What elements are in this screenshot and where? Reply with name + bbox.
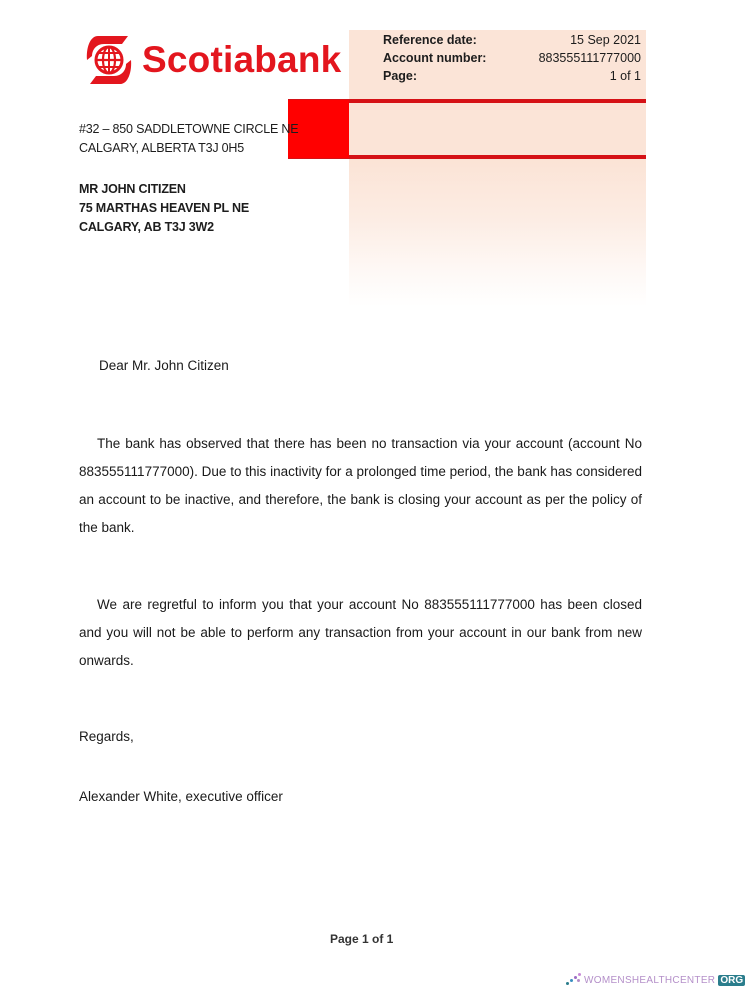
paragraph-2	[79, 591, 642, 675]
greeting: Dear Mr. John Citizen	[99, 358, 229, 373]
account-number-label: Account number:	[383, 51, 487, 65]
sender-address-line1: #32 – 850 SADDLETOWNE CIRCLE NE	[79, 122, 299, 136]
page-label: Page:	[383, 69, 418, 83]
reference-date-label: Reference date:	[383, 33, 477, 47]
page-row	[383, 67, 641, 85]
signature: Alexander White, executive officer	[79, 789, 283, 804]
scotiabank-s-globe-icon	[84, 34, 134, 86]
reference-info	[383, 31, 641, 85]
recipient-address-line2: CALGARY, AB T3J 3W2	[79, 220, 214, 234]
recipient-address-line1: 75 MARTHAS HEAVEN PL NE	[79, 201, 249, 215]
closing: Regards,	[79, 729, 134, 744]
reference-date-value: 15 Sep 2021	[570, 33, 641, 47]
account-number-value: 883555111777000	[538, 51, 641, 65]
header-band	[349, 102, 646, 157]
paragraph-1	[79, 430, 642, 542]
sender-address-line2: CALGARY, ALBERTA T3J 0H5	[79, 141, 244, 155]
watermark-dots-icon	[566, 973, 582, 987]
sender-address	[79, 120, 298, 158]
reference-date-row	[383, 31, 641, 49]
watermark-text: WOMENSHEALTHCENTER	[584, 974, 716, 986]
header-fade	[349, 157, 646, 307]
page-value: 1 of 1	[609, 69, 641, 83]
watermark	[566, 973, 745, 987]
account-number-row	[383, 49, 641, 67]
recipient-name: MR JOHN CITIZEN	[79, 182, 186, 196]
brand-name: Scotiabank	[142, 39, 342, 80]
recipient-address	[79, 180, 249, 237]
footer-page-number: Page 1 of 1	[330, 932, 394, 946]
scotiabank-logo	[84, 34, 344, 86]
watermark-suffix: ORG	[720, 974, 744, 986]
paragraph-2-text: We are regretful to inform you that your account No 883555111777000 has been closed and you will not be able to perform any transaction from your account in our bank from new onwards.	[79, 597, 642, 668]
paragraph-1-text: The bank has observed that there has been no transaction via your account (account No 883555111777000). Due to this inactivity for a prolonged time period, the bank has considered an account to be inactive, and therefore, the bank is closing your account as per the policy of the bank.	[79, 436, 642, 535]
